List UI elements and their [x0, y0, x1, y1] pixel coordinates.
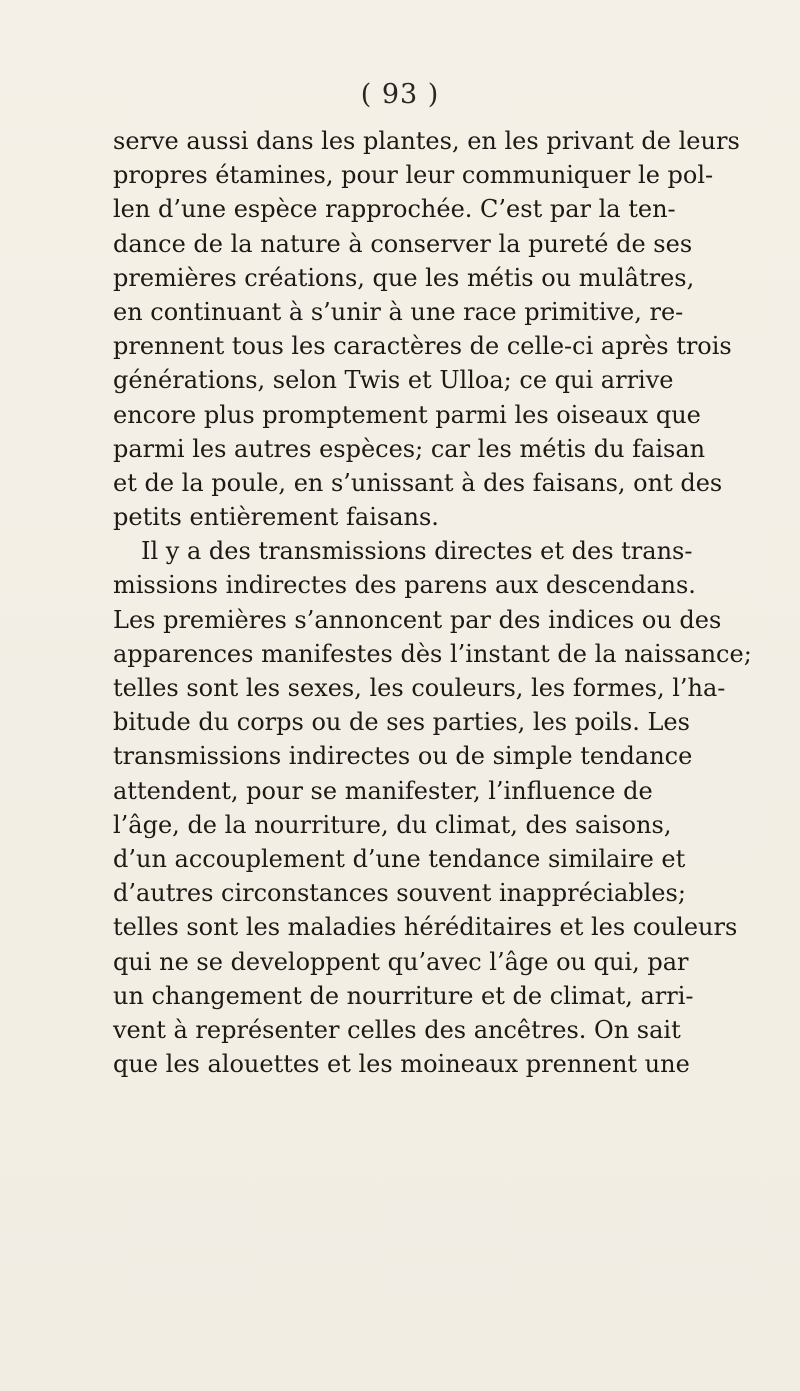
- text-line: dance de la nature à conserver la pureté de ses: [113, 229, 693, 258]
- text-line: en continuant à s’unir à une race primitive, re-: [113, 297, 684, 326]
- text-line: un changement de nourriture et de climat, arri-: [113, 981, 694, 1010]
- text-line: prennent tous les caractères de celle-ci après trois: [113, 332, 732, 361]
- text-line: premières créations, que les métis ou mulâtres,: [113, 263, 695, 292]
- text-line: missions indirectes des parens aux descendans.: [113, 571, 696, 600]
- text-line: len d’une espèce rapprochée. C’est par la ten-: [113, 195, 676, 224]
- text-line: bitude du corps ou de ses parties, les poils. Les: [113, 708, 690, 737]
- text-line: l’âge, de la nourriture, du climat, des saisons,: [113, 810, 672, 839]
- text-line: d’un accouplement d’une tendance similaire et: [113, 844, 686, 873]
- text-line: telles sont les sexes, les couleurs, les formes, l’ha-: [113, 674, 726, 702]
- text-line: parmi les autres espèces; car les métis du faisan: [113, 434, 706, 463]
- text-line: apparences manifestes dès l’instant de la naissance;: [113, 639, 752, 668]
- text-line: telles sont les maladies héréditaires et les couleurs: [113, 913, 738, 942]
- text-line: encore plus promptement parmi les oiseaux que: [113, 400, 701, 429]
- text-line: d’autres circonstances souvent inappréciables;: [113, 879, 686, 908]
- page-number: ( 93 ): [360, 79, 440, 110]
- paragraph-start-line: Il y a des transmissions directes et des trans-: [141, 537, 693, 566]
- text-line: que les alouettes et les moineaux prennent une: [113, 1050, 690, 1079]
- text-line: vent à représenter celles des ancêtres. On sait: [113, 1015, 681, 1044]
- body-text: [113, 124, 752, 1081]
- text-line: transmissions indirectes ou de simple tendance: [113, 742, 693, 771]
- text-line: et de la poule, en s’unissant à des faisans, ont des: [113, 468, 723, 497]
- text-line: attendent, pour se manifester, l’influence de: [113, 776, 653, 805]
- text-line: générations, selon Twis et Ulloa; ce qui arrive: [113, 366, 674, 395]
- paragraph-end-line: petits entièrement faisans.: [113, 503, 439, 532]
- text-line: qui ne se developpent qu’avec l’âge ou qui, par: [113, 947, 689, 976]
- text-line: serve aussi dans les plantes, en les privant de leurs: [113, 127, 740, 155]
- text-line: Les premières s’annoncent par des indices ou des: [113, 605, 722, 634]
- text-line: propres étamines, pour leur communiquer le pol-: [113, 161, 714, 190]
